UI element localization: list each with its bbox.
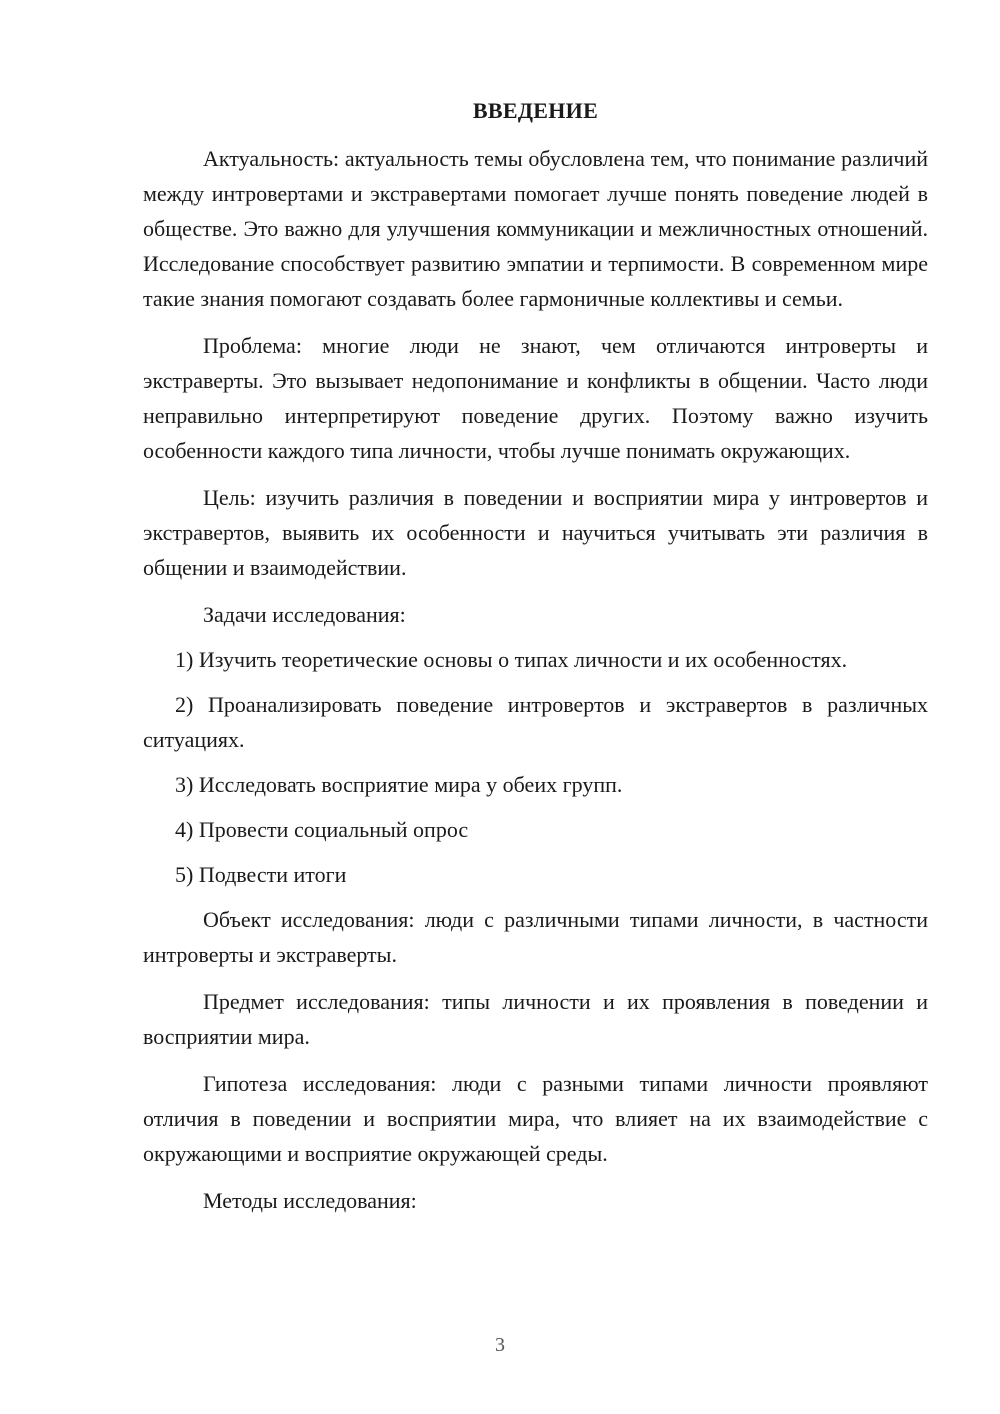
goal-paragraph: Цель: изучить различия в поведении и восприятии мира у интровертов и экстравертов, выявить их особенности и научиться учитывать эти различия в общении и взаимодействии. xyxy=(143,485,928,580)
object-paragraph: Объект исследования: люди с различными типами личности, в частности интроверты и экстраверты. xyxy=(143,907,928,967)
task-item-4: 4) Провести социальный опрос xyxy=(175,817,469,842)
relevance-paragraph: Актуальность: актуальность темы обусловлена тем, что понимание различий между интровертами и экстравертами помогает лучше понять поведение людей в обществе. Это важно для улучшения коммуникации и межличностных отношений. Исследование способствует развитию эмпатии и терпимости. В современном мире такие знания помогают создавать более гармоничные коллективы и семьи. xyxy=(143,146,928,311)
page-content xyxy=(143,95,928,1228)
task-item-1: 1) Изучить теоретические основы о типах личности и их особенностях. xyxy=(175,647,848,672)
page-title: ВВЕДЕНИЕ xyxy=(472,98,599,123)
hypothesis-paragraph: Гипотеза исследования: люди с разными типами личности проявляют отличия в поведении и восприятии мира, что влияет на их взаимодействие с окружающими и восприятие окружающей среды. xyxy=(143,1071,928,1166)
subject-paragraph: Предмет исследования: типы личности и их проявления в поведении и восприятии мира. xyxy=(143,989,928,1049)
problem-paragraph: Проблема: многие люди не знают, чем отличаются интроверты и экстраверты. Это вызывает недопонимание и конфликты в общении. Часто люди неправильно интерпретируют поведение других. Поэтому важно изучить особенности каждого типа личности, чтобы лучше понимать окружающих. xyxy=(143,333,928,463)
task-item-3: 3) Исследовать восприятие мира у обеих групп. xyxy=(175,772,623,797)
page-number: 3 xyxy=(495,1334,505,1356)
task-item-5: 5) Подвести итоги xyxy=(175,862,347,887)
methods-heading: Методы исследования: xyxy=(203,1188,417,1213)
tasks-heading: Задачи исследования: xyxy=(203,602,406,627)
task-item-2: 2) Проанализировать поведение интровертов и экстравертов в различных ситуациях. xyxy=(143,692,928,752)
tasks-list xyxy=(143,642,928,892)
